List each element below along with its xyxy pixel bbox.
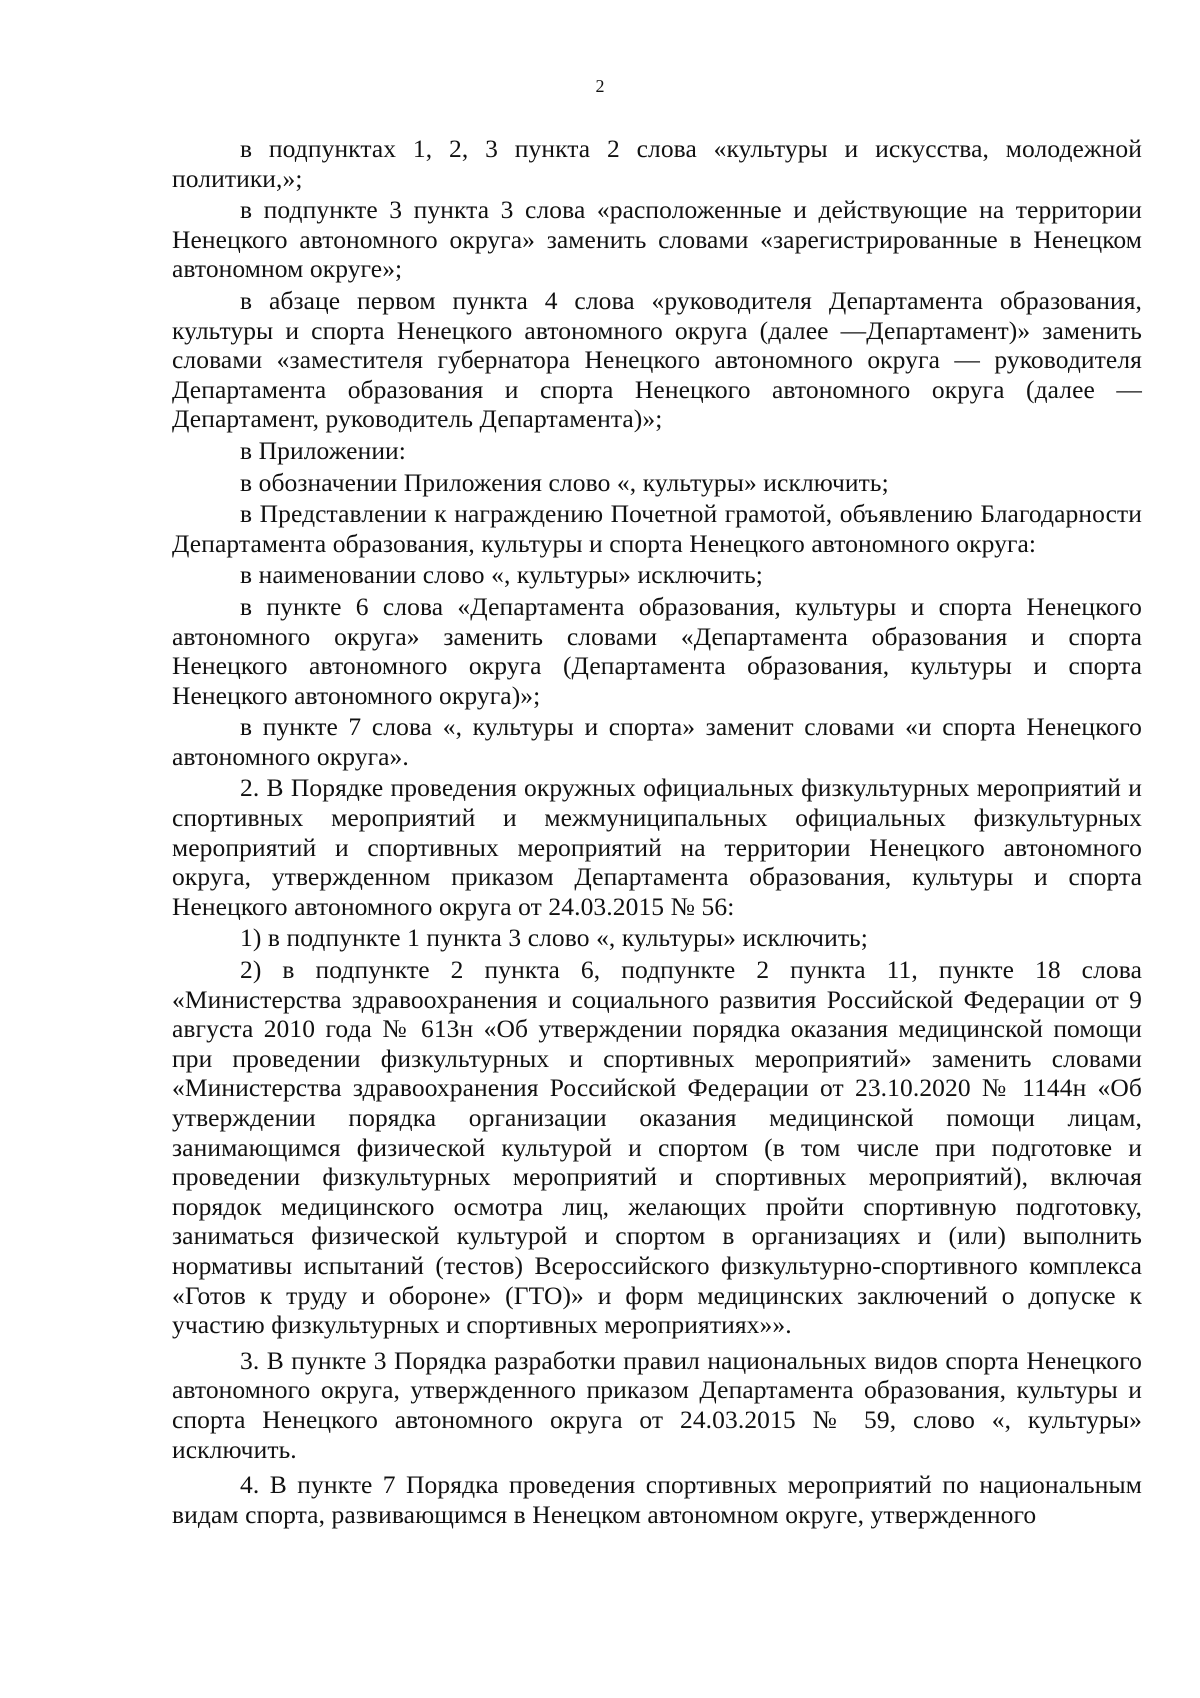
- paragraph-9: в пункте 7 слова «, культуры и спорта» заменит словами «и спорта Ненецкого автономного округа».: [172, 712, 1142, 771]
- paragraph-2: в подпункте 3 пункта 3 слова «расположенные и действующие на территории Ненецкого автономного округа» заменить словами «зарегистрированные в Ненецком автономном округе»;: [172, 195, 1142, 284]
- paragraph-6: в Представлении к награждению Почетной грамотой, объявлению Благодарности Департамента образования, культуры и спорта Ненецкого автономного округа:: [172, 499, 1142, 558]
- document-body: [172, 134, 1142, 1531]
- paragraph-10: 2. В Порядке проведения окружных официальных физкультурных мероприятий и спортивных мероприятий и межмуниципальных официальных физкультурных мероприятий и спортивных мероприятий на территории Ненецкого автономного округа, утвержденном приказом Департамента образования, культуры и спорта Ненецкого автономного округа от 24.03.2015 № 56:: [172, 773, 1142, 921]
- page-number: 2: [595, 76, 605, 96]
- paragraph-3: в абзаце первом пункта 4 слова «руководителя Департамента образования, культуры и спорта Ненецкого автономного округа (далее —Департамент)» заменить словами «заместителя губернатора Ненецкого автономного округа — руководителя Департамента образования и спорта Ненецкого автономного округа (далее — Департамент, руководитель Департамента)»;: [172, 285, 1142, 434]
- paragraph-14: 4. В пункте 7 Порядка проведения спортивных мероприятий по национальным видам спорта, развивающимся в Ненецком автономном округе, утвержденного: [172, 1470, 1142, 1529]
- paragraph-12: 2) в подпункте 2 пункта 6, подпункте 2 пункта 11, пункте 18 слова «Министерства здравоохранения и социального развития Российской Федерации от 9 августа 2010 года № 613н «Об утверждении порядка оказания медицинской помощи при проведении физкультурных и спортивных мероприятий» заменить словами «Министерства здравоохранения Российской Федерации от 23.10.2020 № 1144н «Об утверждении порядка организации оказания медицинской помощи лицам, занимающимся физической культурой и спортом (в том числе при подготовке и проведении физкультурных мероприятий и спортивных мероприятий), включая порядок медицинского осмотра лиц, желающих пройти спортивную подготовку, заниматься физической культурой и спортом в организациях и (или) выполнить нормативы испытаний (тестов) Всероссийского физкультурно-спортивного комплекса «Готов к труду и обороне» (ГТО)» и форм медицинских заключений о допуске к участию физкультурных и спортивных мероприятиях»».: [172, 955, 1142, 1340]
- paragraph-1: в подпунктах 1, 2, 3 пункта 2 слова «культуры и искусства, молодежной политики,»;: [172, 134, 1142, 193]
- paragraph-4: в Приложении:: [240, 435, 406, 465]
- paragraph-8: в пункте 6 слова «Департамента образования, культуры и спорта Ненецкого автономного округа» заменить словами «Департамента образования и спорта Ненецкого автономного округа (Департамента образования, культуры и спорта Ненецкого автономного округа)»;: [172, 591, 1142, 710]
- paragraph-13: 3. В пункте 3 Порядка разработки правил национальных видов спорта Ненецкого автономного округа, утвержденного приказом Департамента образования, культуры и спорта Ненецкого автономного округа от 24.03.2015 № 59, слово «, культуры» исключить.: [172, 1345, 1142, 1464]
- paragraph-11: 1) в подпункте 1 пункта 3 слово «, культуры» исключить;: [240, 923, 868, 953]
- paragraph-7: в наименовании слово «, культуры» исключить;: [240, 560, 763, 590]
- paragraph-5: в обозначении Приложения слово «, культуры» исключить;: [240, 467, 889, 497]
